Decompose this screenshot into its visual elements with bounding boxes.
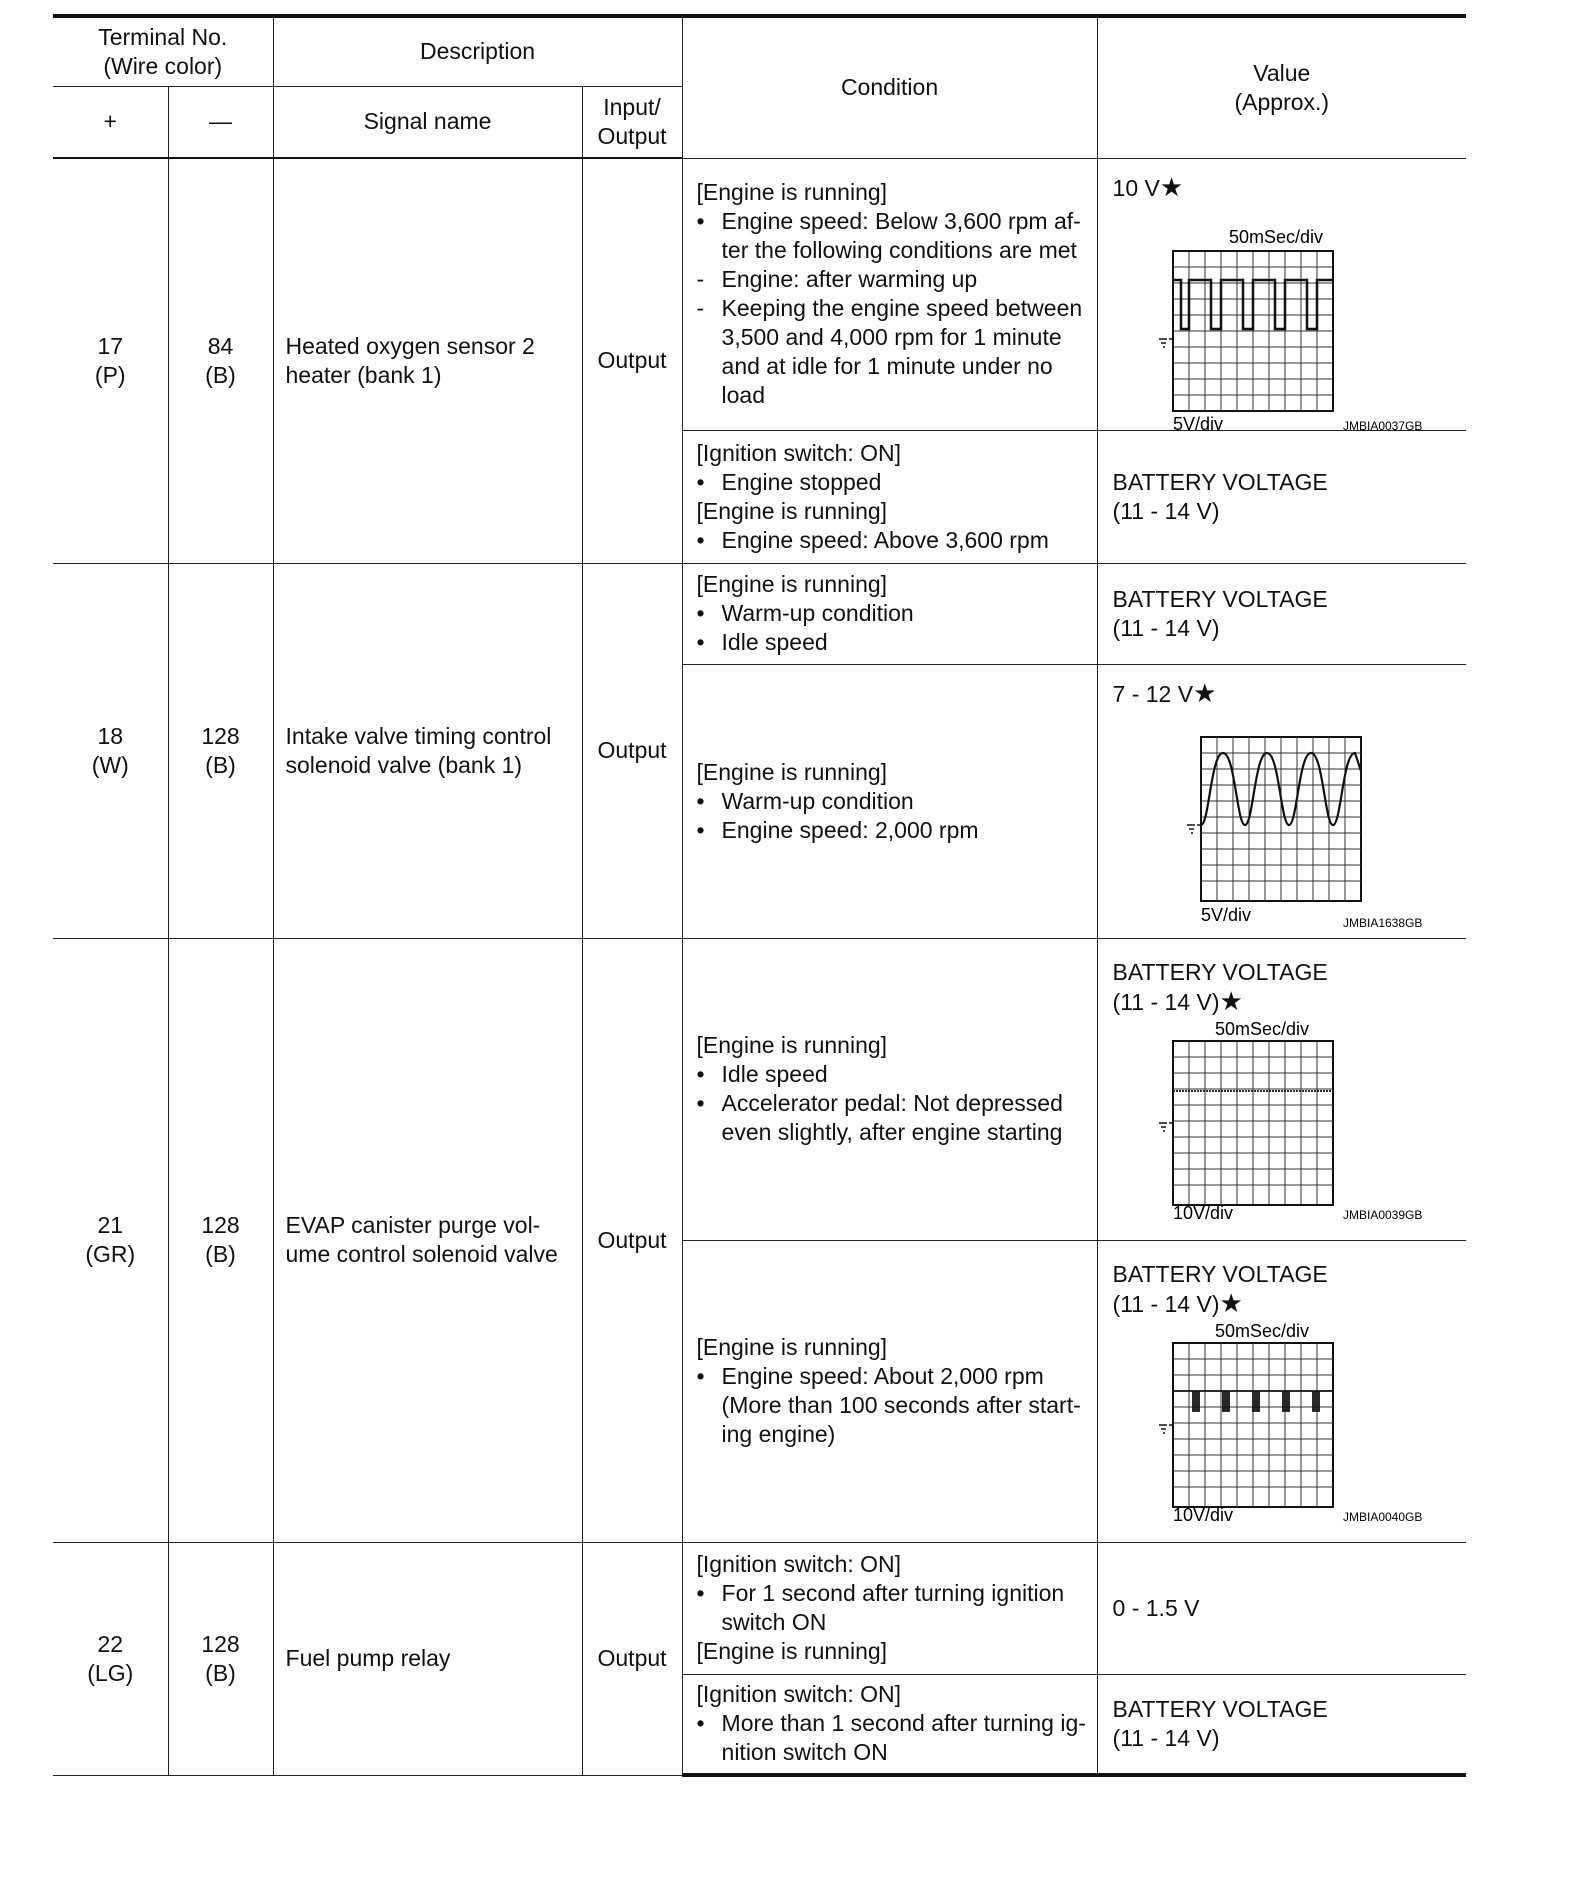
condition-line: [Engine is running] xyxy=(696,1638,888,1664)
signal-name-line: Heated oxygen sensor 2 xyxy=(285,332,535,359)
volt-division-label: 10V/div xyxy=(1172,1504,1233,1525)
condition-cell xyxy=(682,430,1097,563)
condition-cell xyxy=(682,938,1097,1240)
condition-line: [Ignition switch: ON] xyxy=(696,1551,902,1577)
plus-terminal-cell xyxy=(53,1542,168,1775)
value-cell xyxy=(1097,430,1466,563)
figure-id: JMBIA0040GB xyxy=(1342,1509,1422,1524)
condition-line: [Engine is running] xyxy=(696,758,888,785)
ground-icon xyxy=(1159,1123,1173,1131)
value-cell xyxy=(1097,664,1466,938)
oscilloscope-waveform xyxy=(1113,1321,1453,1527)
io-cell: Output xyxy=(582,563,682,938)
minus-terminal-cell xyxy=(168,563,273,938)
io-cell: Output xyxy=(582,158,682,563)
condition-line: [Engine is running] xyxy=(696,179,888,205)
ground-icon xyxy=(1159,1425,1173,1433)
volt-division-label: 10V/div xyxy=(1172,1202,1233,1223)
terminal-number: 128 xyxy=(201,1630,240,1657)
plus-terminal-cell xyxy=(53,563,168,938)
condition-bullet: • Engine speed: 2,000 rpm xyxy=(696,816,979,843)
condition-line: [Engine is running] xyxy=(696,1032,888,1058)
condition-bullet: • Accelerator pedal: Not depressed even slightly, after engine starting xyxy=(696,1090,1063,1145)
value-cell xyxy=(1097,1674,1466,1775)
volt-division-label: 5V/div xyxy=(1172,414,1223,434)
table-row xyxy=(53,1542,1466,1674)
value-cell xyxy=(1097,938,1466,1240)
value-text: (11 - 14 V)★ xyxy=(1112,985,1243,1016)
condition-bullet: • Engine speed: Below 3,600 rpm af-ter the following conditions are met xyxy=(696,208,1081,263)
value-text: BATTERY VOLTAGE xyxy=(1112,958,1328,985)
value-text: BATTERY VOLTAGE xyxy=(1112,1695,1328,1722)
output-label: Output xyxy=(597,122,667,149)
figure-id: JMBIA0037GB xyxy=(1342,419,1422,433)
wire-color: (B) xyxy=(205,361,236,388)
description-header: Description xyxy=(273,16,682,86)
condition-line: [Ignition switch: ON] xyxy=(696,1681,902,1708)
value-header-label: Value xyxy=(1253,59,1311,86)
value-text: BATTERY VOLTAGE xyxy=(1112,468,1328,495)
table-row xyxy=(53,938,1466,1240)
value-text: (11 - 14 V)★ xyxy=(1112,1287,1243,1318)
plus-header: + xyxy=(53,86,168,158)
value-cell xyxy=(1097,158,1466,434)
signal-name-line: heater (bank 1) xyxy=(285,361,442,388)
condition-bullet: • Warm-up condition xyxy=(696,787,914,814)
plus-terminal-cell xyxy=(53,158,168,563)
terminal-number: 18 xyxy=(97,722,124,749)
signal-name-cell xyxy=(273,938,582,1542)
time-division-label: 50mSec/div xyxy=(1228,227,1323,247)
condition-bullet: • Idle speed xyxy=(696,1061,828,1087)
approx-label: (Approx.) xyxy=(1234,88,1330,115)
condition-dash: - Engine: after warming up xyxy=(696,266,978,292)
input-label: Input/ xyxy=(603,93,661,120)
signal-name-header: Signal name xyxy=(273,86,582,158)
condition-cell xyxy=(682,1240,1097,1542)
condition-header: Condition xyxy=(682,16,1097,158)
minus-terminal-cell xyxy=(168,1542,273,1775)
signal-name-cell xyxy=(273,563,582,938)
oscilloscope-waveform xyxy=(1113,711,1453,931)
wire-color: (B) xyxy=(205,1241,236,1267)
value-text: (11 - 14 V) xyxy=(1112,1724,1220,1751)
minus-terminal-cell xyxy=(168,938,273,1542)
star-icon: ★ xyxy=(1159,172,1184,202)
value-cell xyxy=(1097,1542,1466,1674)
wire-color-label: (Wire color) xyxy=(103,52,223,79)
value-text: BATTERY VOLTAGE xyxy=(1112,585,1328,612)
volt-division-label: 5V/div xyxy=(1200,905,1251,925)
condition-cell xyxy=(682,563,1097,664)
oscilloscope-waveform xyxy=(1113,205,1453,434)
value-text: 0 - 1.5 V xyxy=(1112,1594,1200,1621)
star-icon: ★ xyxy=(1219,985,1243,1016)
terminal-number: 21 xyxy=(97,1212,124,1238)
ground-icon xyxy=(1187,825,1201,833)
signal-name-line: solenoid valve (bank 1) xyxy=(285,751,523,778)
value-header xyxy=(1097,16,1466,158)
condition-cell xyxy=(682,1542,1097,1674)
condition-bullet: • Engine speed: Above 3,600 rpm xyxy=(696,526,1049,553)
signal-name-line: EVAP canister purge vol- xyxy=(285,1212,541,1238)
condition-bullet: • Engine speed: About 2,000 rpm (More than 100 seconds after start-ing engine) xyxy=(696,1363,1081,1447)
value-text: (11 - 14 V) xyxy=(1112,614,1220,641)
ground-icon xyxy=(1159,339,1173,347)
io-cell: Output xyxy=(582,1542,682,1775)
value-cell xyxy=(1097,1240,1466,1542)
pulse-trace xyxy=(1173,1391,1333,1411)
condition-bullet: • More than 1 second after turning ig-nition switch ON xyxy=(696,1710,1086,1766)
condition-bullet: • Idle speed xyxy=(696,629,828,655)
condition-bullet: • Warm-up condition xyxy=(696,600,914,626)
io-header xyxy=(582,86,682,158)
wire-color: (P) xyxy=(94,361,126,388)
terminal-number: 22 xyxy=(97,1630,124,1657)
signal-name-cell xyxy=(273,158,582,563)
condition-cell xyxy=(682,1674,1097,1775)
value-text: BATTERY VOLTAGE xyxy=(1112,1260,1328,1287)
terminal-header-label: Terminal No. xyxy=(98,23,228,50)
terminal-number: 84 xyxy=(207,332,234,359)
figure-id: JMBIA0039GB xyxy=(1342,1207,1422,1222)
terminal-number: 128 xyxy=(201,1212,240,1238)
value-cell xyxy=(1097,563,1466,664)
signal-name-cell xyxy=(273,1542,582,1775)
signal-name-line: ume control solenoid valve xyxy=(285,1241,558,1267)
time-division-label: 50mSec/div xyxy=(1214,1018,1309,1039)
terminal-number: 17 xyxy=(97,332,124,359)
wire-color: (W) xyxy=(91,751,129,778)
wire-color: (B) xyxy=(205,1659,236,1686)
signal-name-line: Fuel pump relay xyxy=(285,1645,451,1671)
waveform-grid xyxy=(1173,251,1333,411)
condition-cell xyxy=(682,158,1097,430)
io-cell: Output xyxy=(582,938,682,1542)
condition-line: [Ignition switch: ON] xyxy=(696,439,902,466)
condition-cell xyxy=(682,664,1097,938)
table-row xyxy=(53,158,1466,430)
wire-color: (B) xyxy=(205,751,236,778)
wire-color: (LG) xyxy=(87,1659,134,1686)
ecm-terminal-table xyxy=(53,14,1466,1777)
value-text: (11 - 14 V) xyxy=(1112,497,1220,524)
square-wave-trace xyxy=(1173,280,1333,329)
terminal-number: 128 xyxy=(201,722,240,749)
terminal-header xyxy=(53,16,273,86)
plus-terminal-cell xyxy=(53,938,168,1542)
table-row xyxy=(53,563,1466,664)
figure-id: JMBIA1638GB xyxy=(1342,916,1422,930)
waveform-grid xyxy=(1173,1343,1333,1507)
minus-header: — xyxy=(168,86,273,158)
condition-line: [Engine is running] xyxy=(696,571,888,597)
value-text: 7 - 12 V★ xyxy=(1112,678,1217,708)
star-icon: ★ xyxy=(1219,1287,1243,1318)
waveform-grid xyxy=(1173,1041,1333,1205)
condition-bullet: • For 1 second after turning ignition switch ON xyxy=(696,1580,1065,1635)
spec-sheet xyxy=(53,14,1466,1777)
condition-line: [Engine is running] xyxy=(696,497,888,524)
value-text: 10 V★ xyxy=(1112,172,1184,202)
header-row-1 xyxy=(53,16,1466,86)
condition-line: [Engine is running] xyxy=(696,1334,888,1360)
condition-dash: - Keeping the engine speed between 3,500 and 4,000 rpm for 1 minute and at idle for 1 minute under no load xyxy=(696,295,1083,408)
condition-bullet: • Engine stopped xyxy=(696,468,882,495)
minus-terminal-cell xyxy=(168,158,273,563)
wire-color: (GR) xyxy=(85,1241,136,1267)
star-icon: ★ xyxy=(1193,678,1217,708)
time-division-label: 50mSec/div xyxy=(1214,1320,1309,1341)
oscilloscope-waveform xyxy=(1113,1019,1453,1225)
signal-name-line: Intake valve timing control xyxy=(285,722,552,749)
